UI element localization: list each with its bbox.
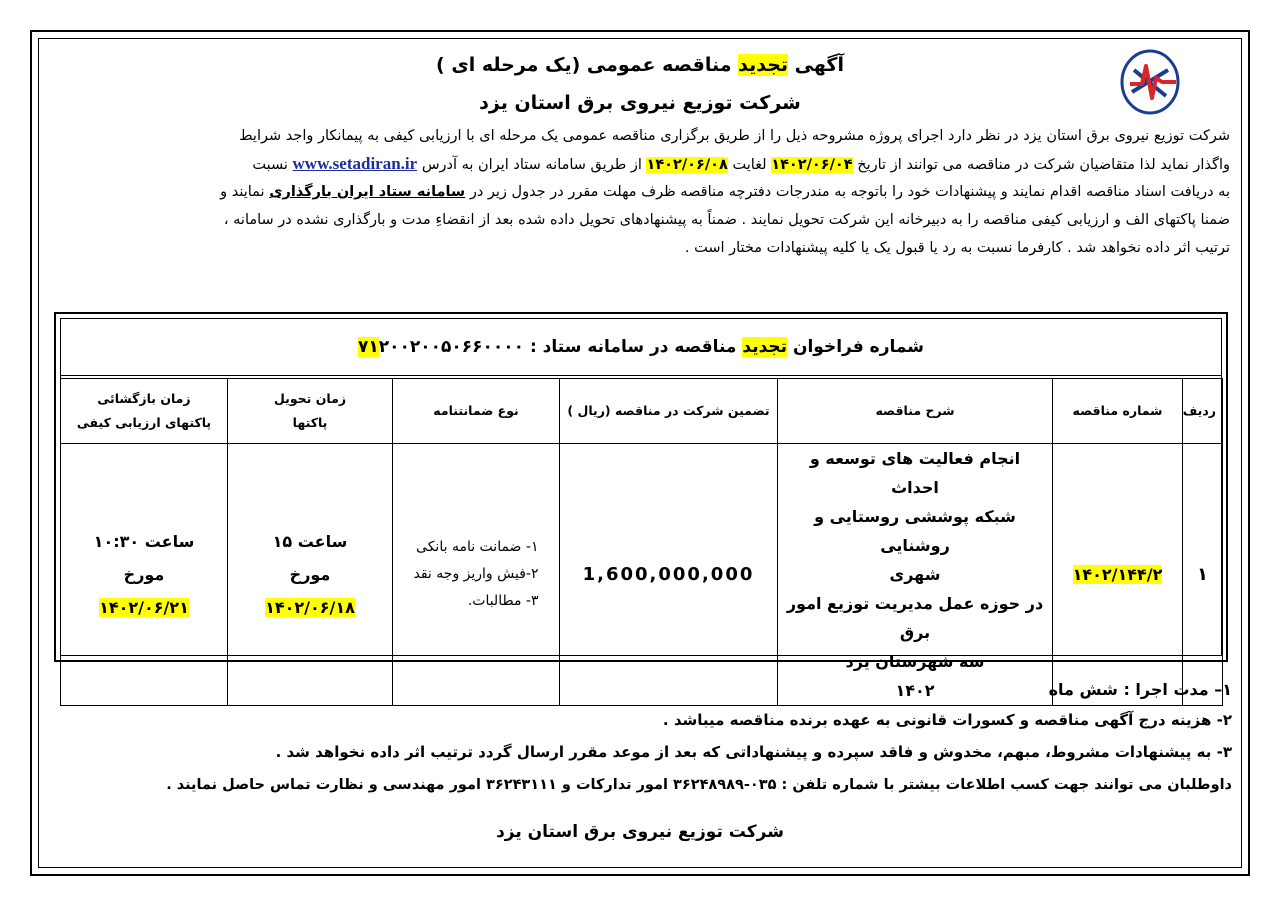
intro-line-1: شرکت توزیع نیروی برق استان یزد در نظر دارد اجرای پروژه مشروحه ذیل را از طریق برگزاری مناقصه عمومی یک مرحله ای با ارزیابی کیفی به پیمانکار واجد شرایط (239, 128, 1230, 144)
company-logo-icon (1116, 48, 1184, 116)
intro-line-4: ضمنا پاکتهای الف و ارزیابی کیفی مناقصه را به دبیرخانه این شرکت تحویل نمایند . ضمناً به پیشنهادهای تحویل داده شده بعد از انقضاءِ مدت و بارگذاری نشده در سامانه ، (223, 212, 1230, 228)
header-delivery-time: زمان تحویل پاکتها (228, 379, 393, 444)
header-opening-time: زمان بازگشائی پاکتهای ارزیابی کیفی (61, 379, 228, 444)
tender-table (60, 378, 1223, 706)
header-guarantee-type: نوع ضمانتنامه (393, 379, 560, 444)
intro-paragraph (50, 122, 1230, 262)
cell-tender-number: ۱۴۰۲/۱۴۴/۲ (1053, 444, 1183, 706)
opening-date: ۱۴۰۲/۰۶/۲۱ (99, 598, 189, 617)
cell-opening-time: ساعت ۱۰:۳۰ مورخ ۱۴۰۲/۰۶/۲۱ (61, 444, 228, 706)
call-number: ۷۱۲۰۰۲۰۰۵۰۶۶۰۰۰۰ (358, 337, 525, 357)
intro-line-2: واگذار نماید لذا متقاضیان شرکت در مناقصه می توانند از تاریخ ۱۴۰۲/۰۶/۰۴ لغایت ۱۴۰۲/۰۶/۰۸ از طریق سامانه ستاد ایران به آدرس www.setadiran.ir نسبت (252, 154, 1230, 173)
header-tender-number: شماره مناقصه (1053, 379, 1183, 444)
footer-signature: شرکت توزیع نیروی برق استان یزد (496, 822, 784, 842)
upload-system-text: سامانه ستاد ایران بارگذاری (269, 184, 466, 200)
header-description: شرح مناقصه (778, 379, 1053, 444)
notice-title: آگهی تجدید مناقصه عمومی (یک مرحله ای ) (436, 54, 844, 76)
note-fees: ۲- هزینه درج آگهی مناقصه و کسورات قانونی به عهده برنده مناقصه میباشد . (662, 711, 1232, 729)
date-to: ۱۴۰۲/۰۶/۰۸ (646, 157, 728, 173)
date-from: ۱۴۰۲/۰۶/۰۴ (771, 157, 853, 173)
table-header-row (61, 379, 1223, 444)
note-conditions: ۳- به پیشنهادات مشروط، مبهم، مخدوش و فاقد سپرده و پیشنهاداتی که بعد از موعد مقرر ارسال گردد ترتیب اثر داده نخواهد شد . (275, 743, 1232, 761)
cell-guarantee-types: ۱- ضمانت نامه بانکی ۲-فیش واریز وجه نقد ۳- مطالبات. (393, 444, 560, 706)
note-duration: ۱– مدت اجرا : شش ماه (1048, 680, 1232, 699)
delivery-date: ۱۴۰۲/۰۶/۱۸ (265, 598, 355, 617)
intro-line-3: به دریافت اسناد مناقصه اقدام نمایند و پیشنهادات خود را باتوجه به مندرجات دفترچه مناقصه ظرف مهلت مقرر در جدول زیر در سامانه ستاد ایران بارگذاری نمایند و (220, 184, 1230, 200)
cell-row-number: ۱ (1183, 444, 1223, 706)
note-contact: داوطلبان می توانند جهت کسب اطلاعات بیشتر با شماره تلفن : ۰۳۵-۳۶۲۴۸۹۸۹ امور تدارکات و ۳۶۲۴۳۱۱۱ امور مهندسی و نظارت تماس حاصل نمایند . (166, 777, 1232, 793)
cell-guarantee-amount: 1,600,000,000 (560, 444, 778, 706)
table-row (61, 444, 1223, 706)
title-highlight: تجدید (738, 54, 789, 76)
intro-line-5: ترتیب اثر داده نخواهد شد . کارفرما نسبت به رد یا قبول یک یا کلیه پیشنهادات مختار است . (684, 240, 1230, 256)
header-row-number: ردیف (1183, 379, 1223, 444)
cell-delivery-time: ساعت ۱۵ مورخ ۱۴۰۲/۰۶/۱۸ (228, 444, 393, 706)
header-guarantee: تضمین شرکت در مناقصه (ریال ) (560, 379, 778, 444)
call-number-row: شماره فراخوان تجدید مناقصه در سامانه ستاد : ۷۱۲۰۰۲۰۰۵۰۶۶۰۰۰۰ (60, 318, 1222, 376)
cell-description: انجام فعالیت های توسعه و احداث شبکه پوششی روستایی و روشنایی شهری در حوزه عمل مدیریت توزیع امور برق سه شهرستان یزد ۱۴۰۲ (778, 444, 1053, 706)
company-name: شرکت توزیع نیروی برق استان یزد (479, 92, 801, 114)
website-link[interactable]: www.setadiran.ir (292, 154, 418, 173)
